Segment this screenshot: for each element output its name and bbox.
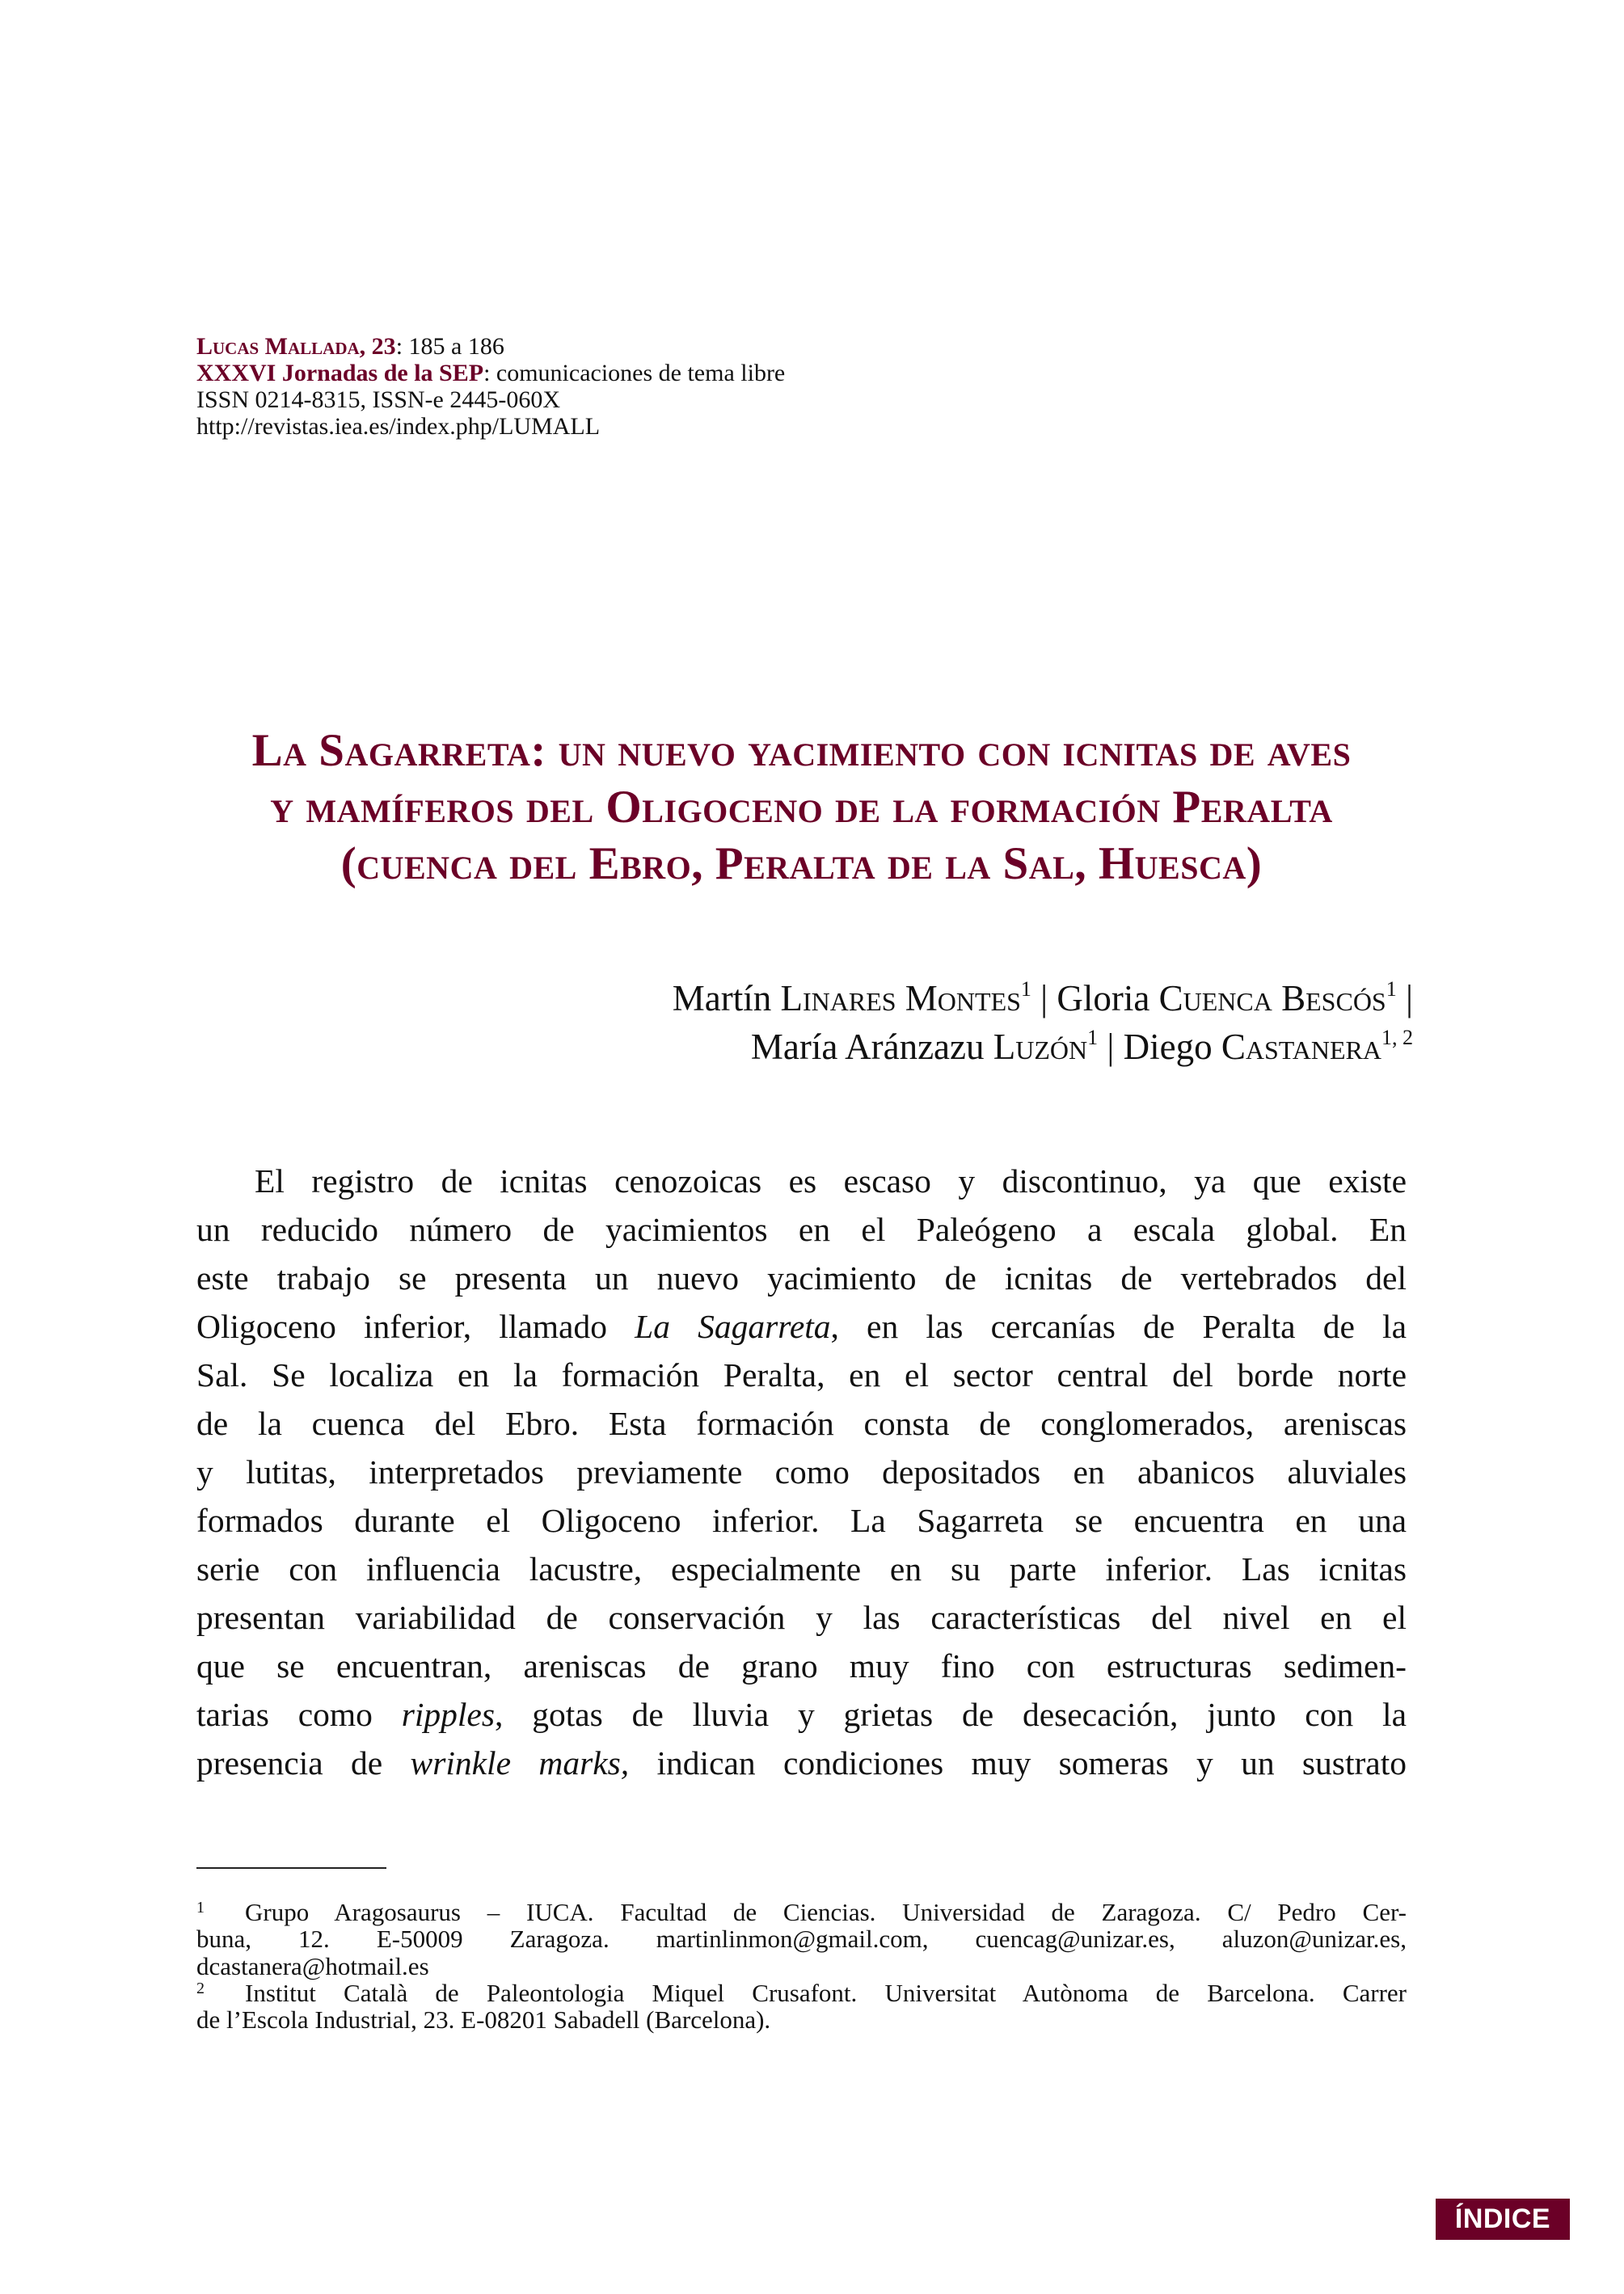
journal-header (196, 333, 785, 440)
affiliation-mark: 1 (1386, 977, 1397, 1001)
body-line (196, 1302, 1407, 1351)
footnote-text: Institut Català de Paleontologia Miquel Crusafont. Universitat Autònoma de Barcelona. Carrer (245, 1978, 1407, 2007)
author-list (196, 974, 1413, 1071)
author-first-name: Diego (1123, 1027, 1213, 1067)
body-line: y lutitas, interpretados previamente como depositados en abanicos aluviales (196, 1453, 1407, 1491)
body-line: este trabajo se presenta un nuevo yacimiento de icnitas de vertebrados del (196, 1259, 1407, 1297)
body-text-segment: tarias como (196, 1696, 402, 1733)
title-line: (cuenca del Ebro, Peralta de la Sal, Huesca) (340, 838, 1263, 889)
issn-line: ISSN 0214-8315, ISSN-e 2445-060X (196, 386, 560, 413)
author-separator: | (1040, 978, 1048, 1018)
journal-name: Lucas Mallada, 23 (196, 333, 396, 360)
footnote-divider (196, 1867, 386, 1869)
body-line (196, 1739, 1407, 1787)
journal-citation-line (196, 333, 785, 360)
author-last-name: Cuenca Bescós (1158, 978, 1386, 1018)
article-title (196, 723, 1407, 892)
author-first-name: Gloria (1057, 978, 1150, 1018)
affiliation-mark: 1 (1020, 977, 1031, 1001)
body-line: presentan variabilidad de conservación y las características del nivel en el (196, 1599, 1407, 1636)
footnote-line: 1 Grupo Aragosaurus – IUCA. Facultad de Ciencias. Universidad de Zaragoza. C/ Pedro Cer- (196, 1898, 1407, 1926)
affiliation-mark: 1 (1087, 1026, 1099, 1049)
author-separator: | (1107, 1027, 1115, 1067)
author-first-name: Martín (672, 978, 772, 1018)
abstract-body (196, 1157, 1407, 1787)
title-line: y mamíferos del Oligoceno de la formación Peralta (270, 782, 1333, 833)
author-line (196, 1023, 1413, 1071)
body-line: El registro de icnitas cenozoicas es escaso y discontinuo, ya que existe (255, 1162, 1407, 1200)
body-line: Sal. Se localiza en la formación Peralta, en el sector central del borde norte (196, 1356, 1407, 1394)
event-name: XXXVI Jornadas de la SEP (196, 360, 484, 386)
footnote-line: buna, 12. E-50009 Zaragoza. martinlinmon@gmail.com, cuencag@unizar.es, aluzon@unizar.es, (196, 1925, 1407, 1954)
body-text-segment: indican condiciones muy someras y un sustrato (629, 1744, 1407, 1782)
body-line (196, 1690, 1407, 1739)
author-line (196, 974, 1413, 1023)
author-first-name: María Aránzazu (750, 1027, 985, 1067)
event-suffix: : comunicaciones de tema libre (483, 360, 786, 386)
affiliation-mark: 1, 2 (1381, 1026, 1413, 1049)
body-text-segment: presencia de (196, 1744, 411, 1782)
footnote-line: dcastanera@hotmail.es (196, 1951, 429, 1980)
event-line (196, 360, 785, 386)
author-last-name: Castanera (1221, 1027, 1381, 1067)
page-range: : 185 a 186 (395, 333, 504, 360)
author-last-name: Luzón (993, 1027, 1088, 1067)
body-line: formados durante el Oligoceno inferior. La Sagarreta se encuentra en una (196, 1502, 1407, 1539)
index-button[interactable]: ÍNDICE (1436, 2199, 1570, 2240)
body-line: que se encuentran, areniscas de grano muy fino con estructuras sedimen- (196, 1647, 1407, 1685)
term-italic: wrinkle marks, (410, 1744, 630, 1782)
body-line: un reducido número de yacimientos en el Paleógeno a escala global. En (196, 1211, 1407, 1248)
footnote-line: de l’Escola Industrial, 23. E-08201 Sabadell (Barcelona). (196, 2005, 771, 2035)
title-line: La Sagarreta: un nuevo yacimiento con icnitas de aves (251, 725, 1352, 776)
body-text-segment: , gotas de lluvia y grietas de desecación, junto con la (495, 1696, 1407, 1733)
footnotes (196, 1899, 1407, 2033)
site-name-italic: La Sagarreta (635, 1308, 831, 1345)
author-separator: | (1405, 978, 1413, 1018)
body-line: serie con influencia lacustre, especialmente en su parte inferior. Las icnitas (196, 1550, 1407, 1588)
body-line: de la cuenca del Ebro. Esta formación consta de conglomerados, areniscas (196, 1405, 1407, 1442)
body-text-segment: , en las cercanías de Peralta de la (830, 1308, 1407, 1345)
journal-url[interactable]: http://revistas.iea.es/index.php/LUMALL (196, 413, 601, 440)
footnote-line: 2 Institut Català de Paleontologia Miquel Crusafont. Universitat Autònoma de Barcelona. Carrer (196, 1978, 1407, 2007)
body-text-segment: Oligoceno inferior, llamado (196, 1308, 635, 1345)
term-italic: ripples (401, 1696, 495, 1733)
footnote-text: Grupo Aragosaurus – IUCA. Facultad de Ciencias. Universidad de Zaragoza. C/ Pedro Cer- (245, 1898, 1407, 1926)
author-last-name: Linares Montes (780, 978, 1021, 1018)
